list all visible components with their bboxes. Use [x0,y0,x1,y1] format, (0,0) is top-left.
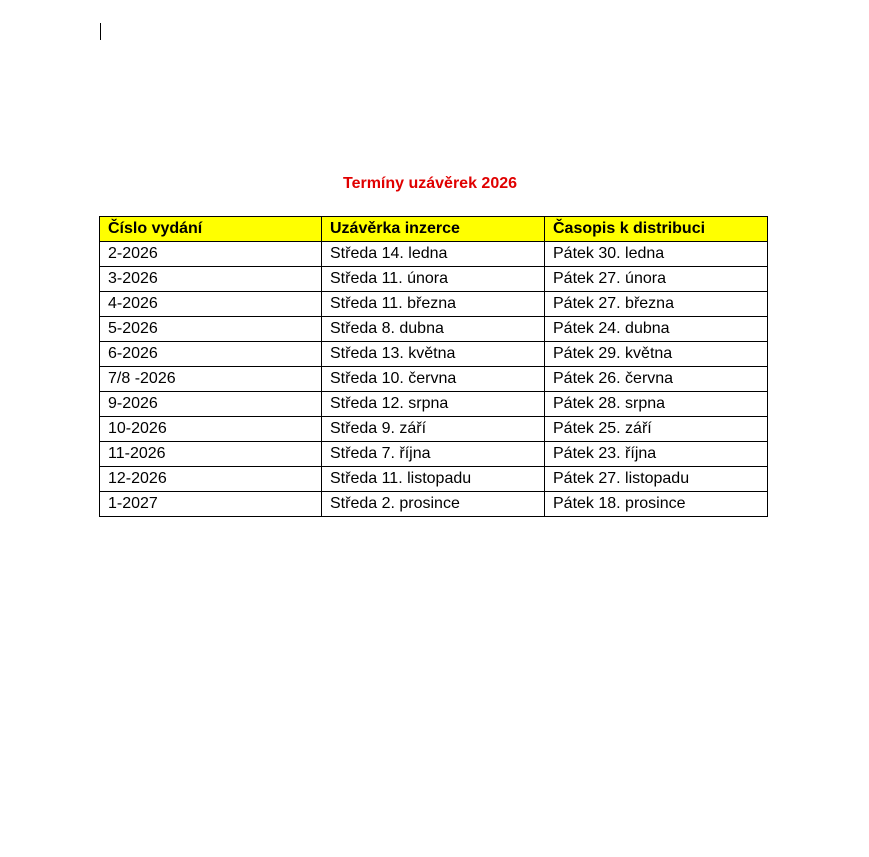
cell-distribution-date: Pátek 28. srpna [545,392,768,417]
document-title: Termíny uzávěrek 2026 [342,175,518,192]
cell-ad-deadline: Středa 10. června [322,367,545,392]
cell-ad-deadline: Středa 12. srpna [322,392,545,417]
cell-issue-number: 3-2026 [100,267,322,292]
cell-ad-deadline: Středa 11. března [322,292,545,317]
cell-distribution-date: Pátek 18. prosince [545,492,768,517]
deadline-table [99,216,768,517]
cell-ad-deadline: Středa 9. září [322,417,545,442]
header-issue-number: Číslo vydání [100,217,322,242]
header-distribution: Časopis k distribuci [545,217,768,242]
table-row [100,392,768,417]
cell-ad-deadline: Středa 2. prosince [322,492,545,517]
cell-distribution-date: Pátek 27. listopadu [545,467,768,492]
cell-ad-deadline: Středa 13. května [322,342,545,367]
table-row [100,492,768,517]
cell-distribution-date: Pátek 29. května [545,342,768,367]
cell-issue-number: 2-2026 [100,242,322,267]
table-row [100,367,768,392]
cell-ad-deadline: Středa 11. února [322,267,545,292]
cell-distribution-date: Pátek 23. října [545,442,768,467]
cell-ad-deadline: Středa 14. ledna [322,242,545,267]
table-row [100,442,768,467]
table-row [100,292,768,317]
table-header-row [100,217,768,242]
table-row [100,267,768,292]
cell-distribution-date: Pátek 25. září [545,417,768,442]
cell-ad-deadline: Středa 7. října [322,442,545,467]
cell-issue-number: 12-2026 [100,467,322,492]
cell-issue-number: 1-2027 [100,492,322,517]
cell-ad-deadline: Středa 11. listopadu [322,467,545,492]
cell-issue-number: 11-2026 [100,442,322,467]
cell-distribution-date: Pátek 30. ledna [545,242,768,267]
table-body [100,242,768,517]
table-row [100,317,768,342]
cell-issue-number: 5-2026 [100,317,322,342]
cell-distribution-date: Pátek 27. února [545,267,768,292]
table-row [100,417,768,442]
table-row [100,467,768,492]
cell-distribution-date: Pátek 26. června [545,367,768,392]
cell-ad-deadline: Středa 8. dubna [322,317,545,342]
table-row [100,342,768,367]
cell-issue-number: 7/8 -2026 [100,367,322,392]
header-ad-deadline: Uzávěrka inzerce [322,217,545,242]
cell-distribution-date: Pátek 27. března [545,292,768,317]
text-cursor [100,23,101,40]
cell-issue-number: 9-2026 [100,392,322,417]
cell-issue-number: 6-2026 [100,342,322,367]
cell-issue-number: 10-2026 [100,417,322,442]
cell-distribution-date: Pátek 24. dubna [545,317,768,342]
cell-issue-number: 4-2026 [100,292,322,317]
table-row [100,242,768,267]
